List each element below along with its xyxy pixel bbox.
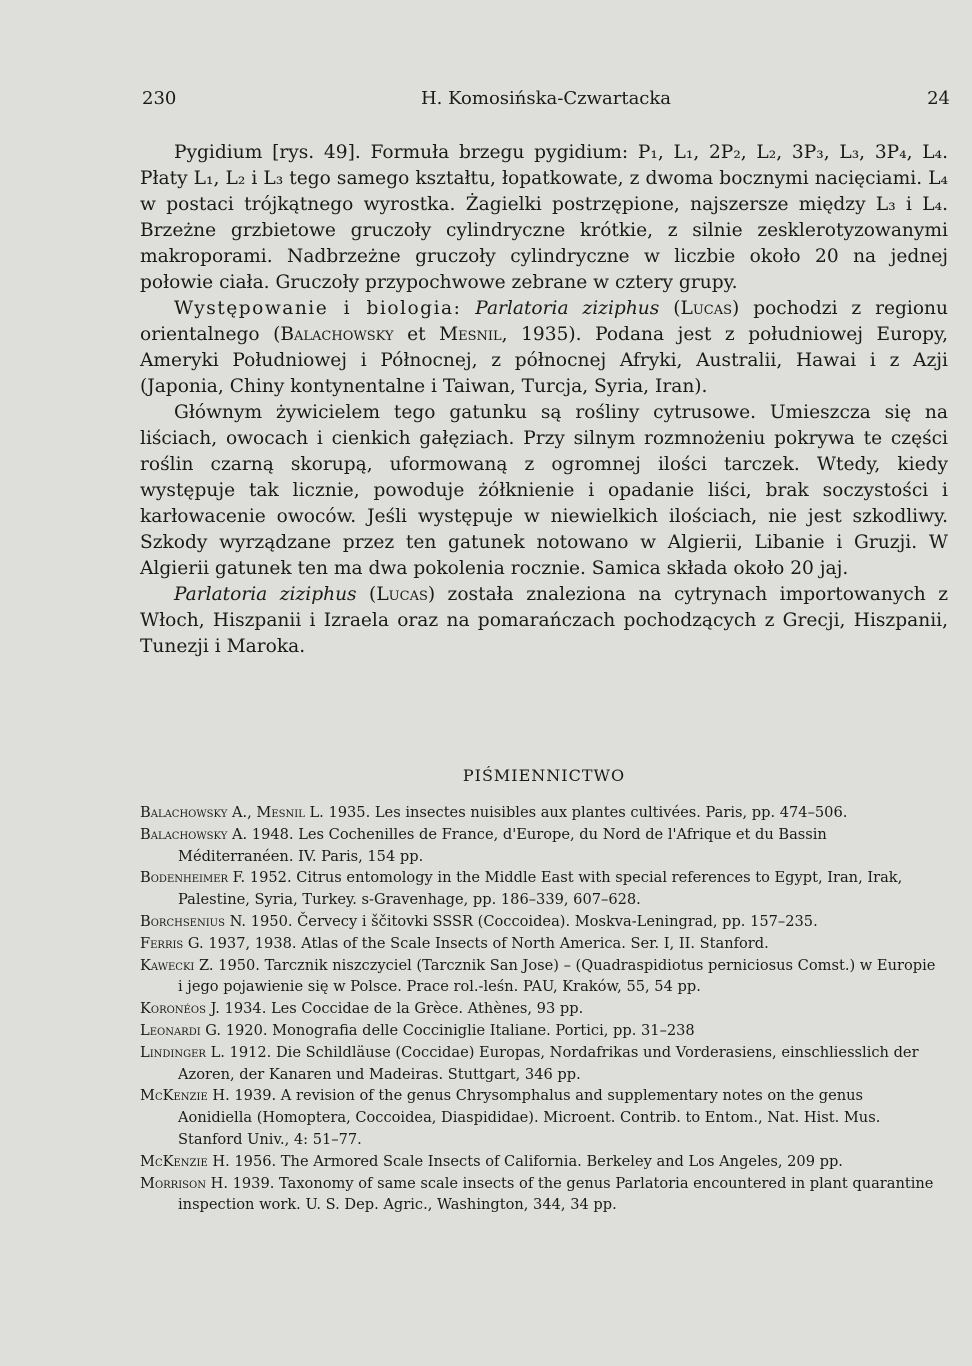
- reference-author: Koronéos J.: [140, 1000, 220, 1018]
- text-fragment: et: [393, 324, 440, 345]
- reference-text: 1934. Les Coccidae de la Grèce. Athènes, 93 pp.: [219, 1000, 584, 1018]
- reference-author: Leonardi G.: [140, 1021, 222, 1039]
- reference-author: Borchsenius N.: [140, 912, 247, 930]
- reference-text: 1935. Les insectes nuisibles aux plantes cultivées. Paris, pp. 474–506.: [323, 804, 848, 821]
- body-text: [140, 140, 948, 660]
- text-fragment: ) pochodzi z regionu orientalnego (: [140, 298, 948, 345]
- reference-author: Balachowsky A.: [140, 825, 248, 843]
- occurrence-heading: Występowanie i biologia:: [174, 298, 462, 319]
- author-lucas: Lucas: [680, 298, 733, 319]
- reference-author: McKenzie H.: [140, 1152, 230, 1170]
- reference-author: Balachowsky A., Mesnil L.: [140, 804, 324, 821]
- reference-text: 1950. Tarcznik niszczyciel (Tarcznik San Jose) – (Quadraspidiotus perniciosus Comst.) w Europie i jego pojawienie się w Polsce. Prace rol.-leśn. PAU, Kraków, 55, 54 pp.: [178, 956, 936, 996]
- author-header: H. Komosińska-Czwartacka: [420, 88, 672, 109]
- author-lucas: Lucas: [376, 584, 428, 605]
- reference-item: [140, 933, 940, 955]
- volume-number: 24: [927, 88, 950, 109]
- paragraph-pygidium: Pygidium [rys. 49]. Formuła brzegu pygidium: P₁, L₁, 2P₂, L₂, 3P₃, L₃, 3P₄, L₄. Płaty L₁, L₂ i L₃ tego samego kształtu, łopatkowate, z dwoma bocznymi nacięciami. L₄ w postaci trójkątnego wyrostka. Żagielki postrzępione, najszersze między L₃ i L₄. Brzeżne grzbietowe gruczoły cylindryczne krótkie, z silnie zesklerotyzowanymi makroporami. Nadbrzeżne gruczoły cylindryczne w liczbie około 20 na jednej połowie ciała. Gruczoły przypochwowe zebrane w cztery grupy.: [140, 142, 948, 293]
- reference-author: McKenzie H.: [140, 1087, 230, 1105]
- reference-item: [140, 802, 940, 824]
- reference-text: 1937, 1938. Atlas of the Scale Insects of North America. Ser. I, II. Stanford.: [203, 934, 769, 952]
- reference-author: Bodenheimer F.: [140, 869, 246, 887]
- running-header: [142, 88, 950, 118]
- paragraph-biology: Głównym żywicielem tego gatunku są rośliny cytrusowe. Umieszcza się na liściach, owocach i cienkich gałęziach. Przy silnym rozmnożeniu pokrywa te części roślin czarną skorupą, uformowaną z ogromnej ilości tarczek. Wtedy, kiedy występuje tak licznie, powoduje żółknienie i opadanie liści, brak soczystości i karłowacenie owoców. Jeśli występuje w niewielkich ilościach, nie jest szkodliwy. Szkody wyrządzane przez ten gatunek notowano w Algierii, Libanie i Gruzji. W Algierii gatunek ten ma dwa pokolenia rocznie. Samica składa około 20 jaj.: [140, 402, 948, 579]
- author-balachowsky: Balachowsky: [280, 324, 394, 345]
- reference-text: 1948. Les Cochenilles de France, d'Europe, du Nord de l'Afrique et du Bassin Méditerranéen. IV. Paris, 154 pp.: [178, 825, 827, 865]
- reference-text: 1952. Citrus entomology in the Middle East with special references to Egypt, Iran, Irak, Palestine, Syria, Turkey. s-Gravenhage, pp. 186–339, 607–628.: [178, 869, 903, 909]
- reference-text: 1912. Die Schildläuse (Coccidae) Europas, Nordafrikas und Vorderasiens, einschliesslich der Azoren, der Kanaren und Madeiras. Stuttgart, 346 pp.: [178, 1043, 919, 1083]
- text-fragment: (: [673, 298, 681, 319]
- page-number: 230: [142, 88, 177, 109]
- reference-item: [140, 1020, 940, 1042]
- reference-item: [140, 1173, 940, 1217]
- paragraph-imports: [140, 582, 948, 660]
- reference-item: [140, 1085, 940, 1150]
- references-title: PIŚMIENNICTWO: [462, 766, 626, 785]
- reference-item: [140, 867, 940, 911]
- reference-text: 1920. Monografia delle Cocciniglie Italiane. Portici, pp. 31–238: [221, 1021, 695, 1039]
- reference-item: [140, 824, 940, 868]
- reference-item: [140, 955, 940, 999]
- text-fragment: (: [356, 584, 377, 605]
- species-name: Parlatoria ziziphus: [475, 298, 660, 319]
- paragraph-occurrence: [140, 296, 948, 400]
- reference-item: [140, 1151, 940, 1173]
- reference-item: [140, 1042, 940, 1086]
- reference-text: 1939. A revision of the genus Chrysomphalus and supplementary notes on the genus Aonidiella (Homoptera, Coccoidea, Diaspididae). Microent. Contrib. to Entom., Nat. Hist. Mus. Stanford Univ., 4: 51–77.: [178, 1087, 881, 1148]
- reference-item: [140, 911, 940, 933]
- reference-author: Ferris G.: [140, 934, 204, 952]
- reference-author: Lindinger L.: [140, 1043, 225, 1061]
- reference-text: 1950. Červecy i ščitovki SSSR (Coccoidea). Moskva-Leningrad, pp. 157–235.: [246, 912, 818, 930]
- reference-author: Morrison H.: [140, 1174, 228, 1192]
- text-fragment: ) została znaleziona na cytrynach importowanych z Włoch, Hiszpanii i Izraela oraz na pomarańczach pochodzących z Grecji, Hiszpanii, Tunezji i Maroka.: [140, 584, 948, 657]
- author-mesnil: Mesnil: [439, 324, 502, 345]
- reference-text: 1956. The Armored Scale Insects of California. Berkeley and Los Angeles, 209 pp.: [229, 1152, 843, 1170]
- reference-text: 1939. Taxonomy of same scale insects of the genus Parlatoria encountered in plant quarantine inspection work. U. S. Dep. Agric., Washington, 344, 34 pp.: [178, 1174, 934, 1214]
- reference-author: Kawecki Z.: [140, 956, 214, 974]
- species-name: Parlatoria ziziphus: [174, 584, 357, 605]
- reference-item: [140, 998, 940, 1020]
- references-list: [140, 802, 940, 1216]
- text-fragment: , 1935). Podana jest z południowej Europy, Ameryki Południowej i Północnej, z północnej Afryki, Australii, Hawai i z Azji (Japonia, Chiny kontynentalne i Taiwan, Turcja, Syria, Iran).: [140, 324, 948, 397]
